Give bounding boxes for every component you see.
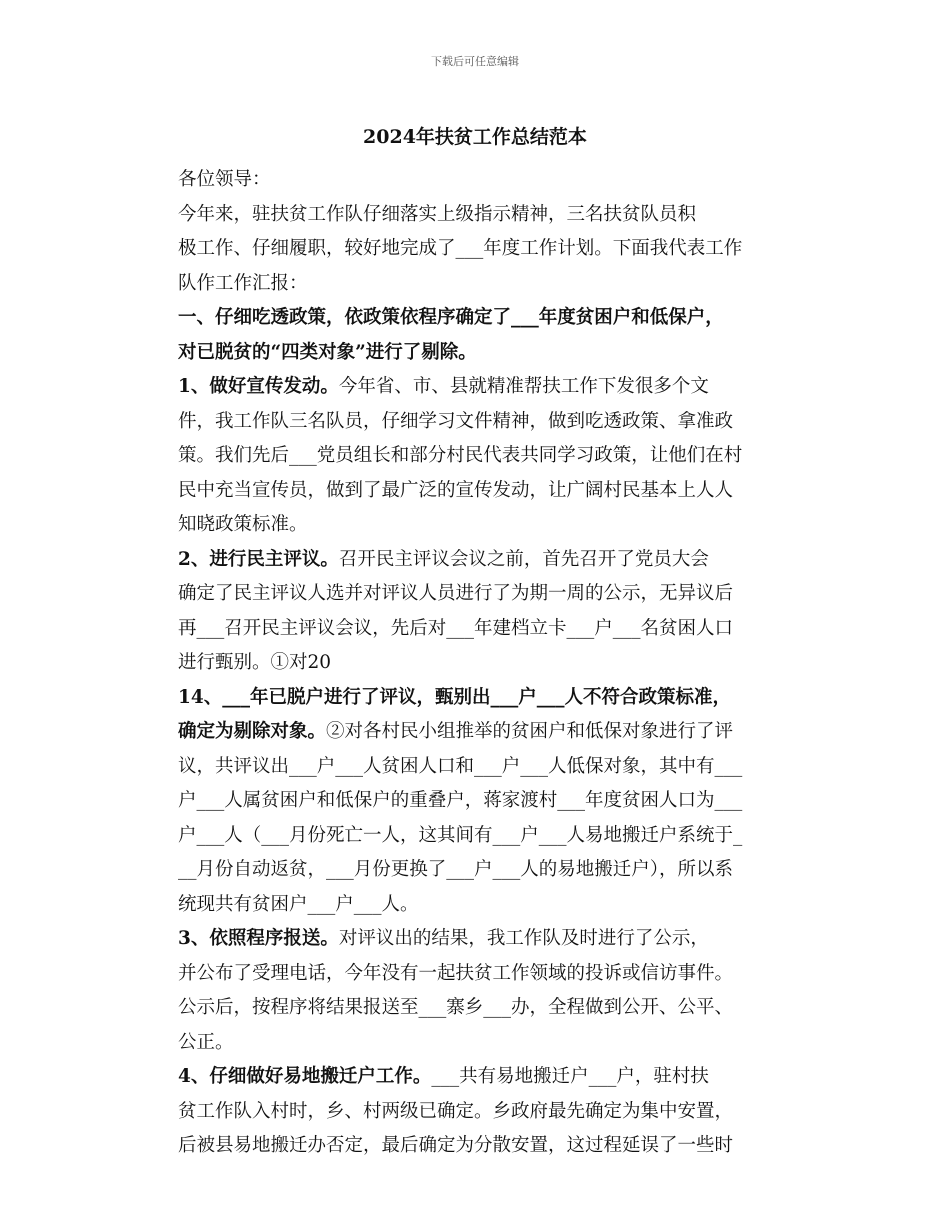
item-14-heading: 确定为剔除对象。 bbox=[178, 721, 327, 742]
text-line: __月份自动返贫，___月份更换了___户___人的易地搬迁户），所以系 bbox=[178, 859, 734, 880]
item-4-heading: 4、仔细做好易地搬迁户工作。 bbox=[178, 1066, 432, 1087]
text-line: 民中充当宣传员，做到了最广泛的宣传发动，让广阔村民基本上人人 bbox=[178, 479, 734, 501]
intro-paragraph bbox=[141, 198, 815, 302]
text-line: 进行甄别。①对20 bbox=[178, 652, 332, 673]
text-line: 一、仔细吃透政策，依政策依程序确定了___年度贫困户和低保户， bbox=[178, 307, 724, 328]
item-2-heading: 2、进行民主评议。 bbox=[178, 548, 339, 570]
text-line: 今年省、市、县就精准帮扶工作下发很多个文 bbox=[338, 376, 709, 397]
text-line: ②对各村民小组推举的贫困户和低保对象进行了评 bbox=[326, 721, 734, 742]
text-line: 召开民主评议会议之前，首先召开了党员大会 bbox=[338, 548, 709, 570]
text-line: 后被县易地搬迁办否定，最后确定为分散安置，这过程延误了一些时 bbox=[178, 1135, 734, 1156]
text-line: 议，共评议出___户___人贫困人口和___户___人低保对象，其中有___ bbox=[178, 755, 743, 777]
item-3-paragraph bbox=[141, 922, 815, 1060]
document-body bbox=[141, 163, 815, 1164]
salutation: 各位领导： bbox=[178, 169, 271, 190]
text-line: 件，我工作队三名队员，仔细学习文件精神，做到吃透政策、拿准政 bbox=[178, 410, 734, 432]
text-line: 户___人属贫困户和低保户的重叠户，蒋家渡村___年度贫困人口为___ bbox=[178, 790, 743, 811]
text-line: 公正。 bbox=[178, 1031, 234, 1053]
text-line: 今年来，驻扶贫工作队仔细落实上级指示精神，三名扶贫队员积 bbox=[178, 203, 697, 225]
text-line: 统现共有贫困户___户___人。 bbox=[178, 893, 419, 915]
text-line: 策。我们先后___党员组长和部分村民代表共同学习政策，让他们在村 bbox=[178, 445, 743, 466]
item-2-paragraph bbox=[141, 543, 815, 681]
text-line: 公示后，按程序将结果报送至___寨乡___办，全程做到公开、公平、 bbox=[178, 997, 734, 1018]
text-line: 队作工作汇报： bbox=[178, 272, 308, 294]
header-note: 下载后可任意编辑 bbox=[431, 55, 519, 68]
text-line: 确定了民主评议人选并对评议人员进行了为期一周的公示，无异议后 bbox=[178, 583, 734, 604]
section-heading-1 bbox=[141, 301, 815, 370]
text-line: 贫工作队入村时，乡、村两级已确定。乡政府最先确定为集中安置， bbox=[178, 1100, 734, 1122]
text-line: 户___人（___月份死亡一人，这其间有___户___人易地搬迁户系统于_ bbox=[178, 824, 743, 846]
text-line: 对评议出的结果，我工作队及时进行了公示， bbox=[338, 928, 709, 949]
item-14-paragraph bbox=[141, 681, 815, 923]
text-line: 知晓政策标准。 bbox=[178, 514, 308, 535]
text-line: ___共有易地搬迁户___户，驻村扶 bbox=[431, 1066, 709, 1087]
text-line: 对已脱贫的“四类对象”进行了剔除。 bbox=[178, 341, 477, 363]
item-1-heading: 1、做好宣传发动。 bbox=[178, 376, 339, 397]
item-1-paragraph bbox=[141, 370, 815, 543]
text-line: 极工作、仔细履职，较好地完成了___年度工作计划。下面我代表工作 bbox=[178, 238, 743, 259]
document-title: 2024年扶贫工作总结范本 bbox=[363, 126, 587, 148]
text-line: 再___召开民主评议会议，先后对___年建档立卡___户___名贫困人口 bbox=[178, 617, 734, 639]
item-3-heading: 3、依照程序报送。 bbox=[178, 928, 339, 949]
text-line: 并公布了受理电话，今年没有一起扶贫工作领域的投诉或信访事件。 bbox=[178, 962, 734, 984]
text-line: 14、___年已脱户进行了评议，甄别出___户___人不符合政策标准， bbox=[178, 686, 731, 708]
item-4-paragraph bbox=[141, 1060, 815, 1164]
